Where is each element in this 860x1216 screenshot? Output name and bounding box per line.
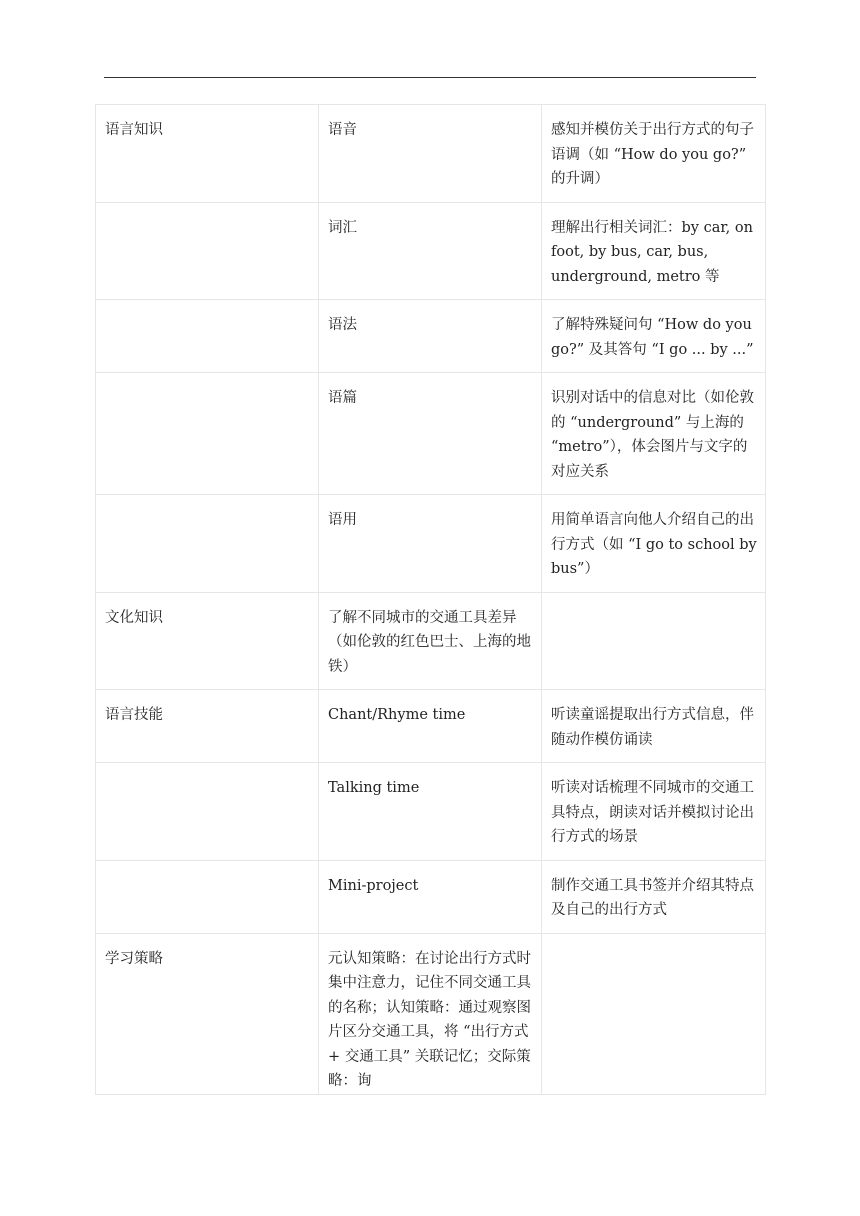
objectives-table	[95, 104, 766, 1095]
table-row	[96, 592, 766, 690]
category-cell: 学习策略	[96, 933, 319, 1094]
table-row	[96, 933, 766, 1094]
table-row	[96, 495, 766, 593]
subcategory-cell: 语用	[319, 495, 542, 593]
subcategory-cell: 语音	[319, 105, 542, 203]
table-row	[96, 763, 766, 861]
category-cell	[96, 373, 319, 495]
category-cell	[96, 202, 319, 300]
description-cell: 感知并模仿关于出行方式的句子语调（如 “How do you go?” 的升调）	[542, 105, 766, 203]
table-row	[96, 202, 766, 300]
description-cell	[542, 592, 766, 690]
description-cell: 听读童谣提取出行方式信息，伴随动作模仿诵读	[542, 690, 766, 763]
description-cell: 制作交通工具书签并介绍其特点及自己的出行方式	[542, 860, 766, 933]
category-cell: 语言知识	[96, 105, 319, 203]
table-row	[96, 690, 766, 763]
description-cell	[542, 933, 766, 1094]
table-row	[96, 860, 766, 933]
category-cell	[96, 495, 319, 593]
subcategory-cell: 元认知策略：在讨论出行方式时集中注意力，记住不同交通工具的名称；认知策略：通过观察图片区分交通工具，将 “出行方式 + 交通工具” 关联记忆；交际策略：询	[319, 933, 542, 1094]
category-cell: 语言技能	[96, 690, 319, 763]
table-row	[96, 373, 766, 495]
category-cell: 文化知识	[96, 592, 319, 690]
category-cell	[96, 860, 319, 933]
subcategory-cell: Mini-project	[319, 860, 542, 933]
header-rule	[104, 77, 756, 78]
subcategory-cell: 语篇	[319, 373, 542, 495]
category-cell	[96, 763, 319, 861]
description-cell: 听读对话梳理不同城市的交通工具特点，朗读对话并模拟讨论出行方式的场景	[542, 763, 766, 861]
description-cell: 用简单语言向他人介绍自己的出行方式（如 “I go to school by bus”）	[542, 495, 766, 593]
subcategory-cell: 了解不同城市的交通工具差异（如伦敦的红色巴士、上海的地铁）	[319, 592, 542, 690]
subcategory-cell: Talking time	[319, 763, 542, 861]
category-cell	[96, 300, 319, 373]
description-cell: 了解特殊疑问句 “How do you go?” 及其答句 “I go ... by ...”	[542, 300, 766, 373]
subcategory-cell: Chant/Rhyme time	[319, 690, 542, 763]
description-cell: 识别对话中的信息对比（如伦敦的 “underground” 与上海的 “metro”），体会图片与文字的对应关系	[542, 373, 766, 495]
subcategory-cell: 语法	[319, 300, 542, 373]
table-row	[96, 105, 766, 203]
table-row	[96, 300, 766, 373]
subcategory-cell: 词汇	[319, 202, 542, 300]
description-cell: 理解出行相关词汇：by car, on foot, by bus, car, bus, underground, metro 等	[542, 202, 766, 300]
